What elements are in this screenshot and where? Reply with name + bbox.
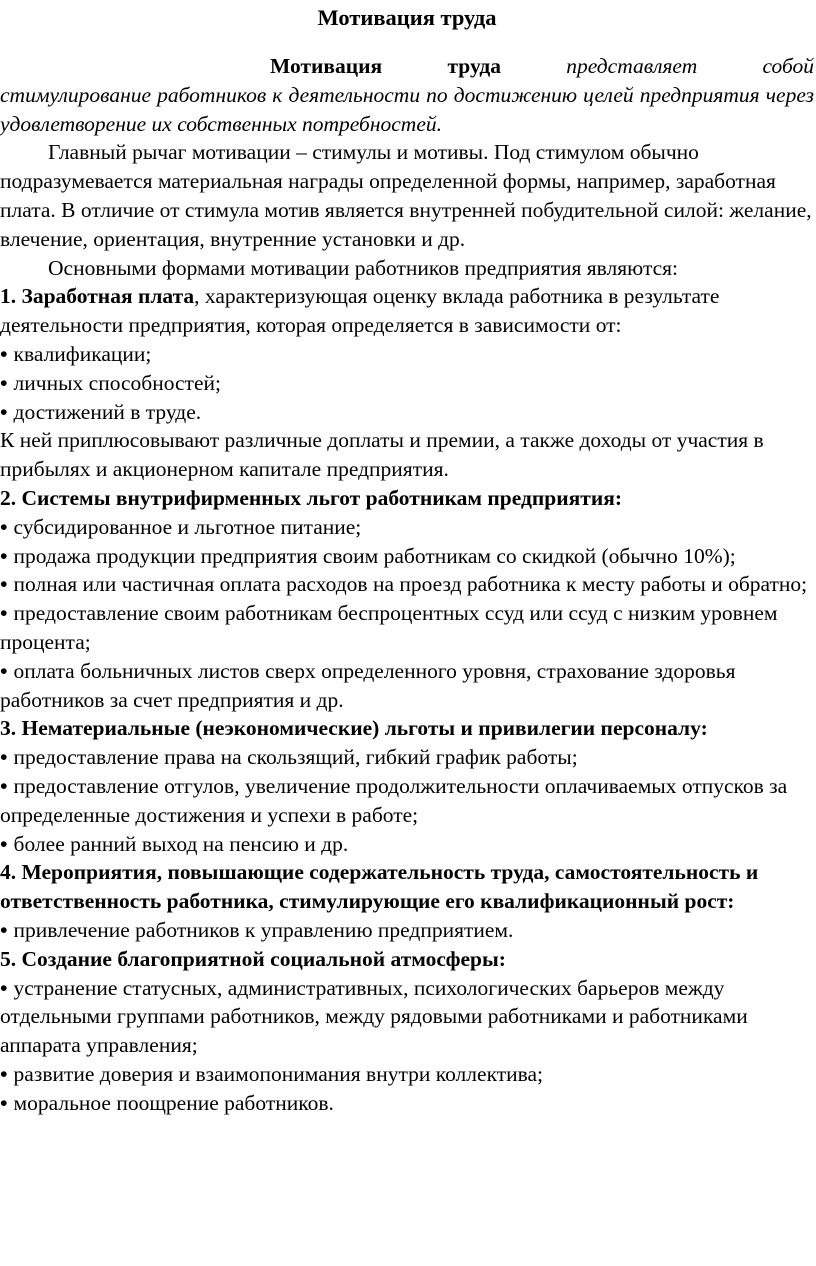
section-5-bullet: • развитие доверия и взаимопонимания внутри коллектива;: [0, 1060, 814, 1089]
section-2-bullet: • оплата больничных листов сверх определенного уровня, страхование здоровья работников за счет предприятия и др.: [0, 657, 814, 715]
section-3-bullet: • более ранний выход на пенсию и др.: [0, 830, 814, 859]
section-1-bullet: • личных способностей;: [0, 369, 814, 398]
section-1-paragraph: [0, 282, 814, 340]
section-5-bullet: • моральное поощрение работников.: [0, 1089, 814, 1118]
section-2-bullet: • полная или частичная оплата расходов на проезд работника к месту работы и обратно;: [0, 570, 814, 599]
intro-first-line: [0, 52, 814, 81]
section-2-bullet: • субсидированное и льготное питание;: [0, 513, 814, 542]
section-5-bullet: • устранение статусных, административных, психологических барьеров между отдельными группами работников, между рядовыми работниками и работниками аппарата управления;: [0, 974, 814, 1060]
intro-term: Мотивация труда: [270, 54, 501, 78]
section-2-heading: 2. Системы внутрифирменных льгот работникам предприятия:: [0, 485, 623, 510]
levers-paragraph: Главный рычаг мотивации – стимулы и мотивы. Под стимулом обычно подразумевается материальная награды определенной формы, например, заработная плата. В отличие от стимула мотив является внутренней побудительной силой: желание, влечение, ориентация, внутренние установки и др.: [0, 140, 812, 251]
document-title: Мотивация труда: [317, 5, 497, 30]
section-4-bullet: • привлечение работников к управлению предприятием.: [0, 916, 814, 945]
section-1-bullet: • квалификации;: [0, 340, 814, 369]
section-2-bullet: • предоставление своим работникам беспроцентных ссуд или ссуд с низким уровнем процента;: [0, 599, 814, 657]
section-1-text: , характеризующая оценку вклада работника в результате деятельности предприятия, которая определяется в зависимости от:: [0, 284, 720, 338]
forms-intro-paragraph: Основными формами мотивации работников предприятия являются:: [48, 255, 679, 280]
section-3-bullet: • предоставление отгулов, увеличение продолжительности оплачиваемых отпусков за определенные достижения и успехи в работе;: [0, 772, 814, 830]
intro-first-line-rest: представляет собой: [566, 54, 814, 78]
section-3-heading: 3. Нематериальные (неэкономические) льготы и привилегии персоналу:: [0, 716, 708, 741]
section-3-bullet: • предоставление права на скользящий, гибкий график работы;: [0, 743, 814, 772]
intro-definition: стимулирование работников к деятельности по достижению целей предприятия через удовлетворение их собственных потребностей.: [0, 82, 814, 136]
section-2-bullet: • продажа продукции предприятия своим работникам со скидкой (обычно 10%);: [0, 542, 814, 571]
section-1-after-paragraph: К ней приплюсовывают различные доплаты и премии, а также доходы от участия в прибылях и акционерном капитале предприятия.: [0, 428, 764, 482]
section-5-heading: 5. Создание благоприятной социальной атмосферы:: [0, 946, 506, 971]
intro-paragraph: [0, 52, 814, 138]
section-1-heading: 1. Заработная плата: [0, 284, 195, 309]
section-1-bullet: • достижений в труде.: [0, 398, 814, 427]
section-4-heading: 4. Мероприятия, повышающие содержательность труда, самостоятельность и ответственность работника, стимулирующие его квалификационный рост:: [0, 860, 759, 914]
